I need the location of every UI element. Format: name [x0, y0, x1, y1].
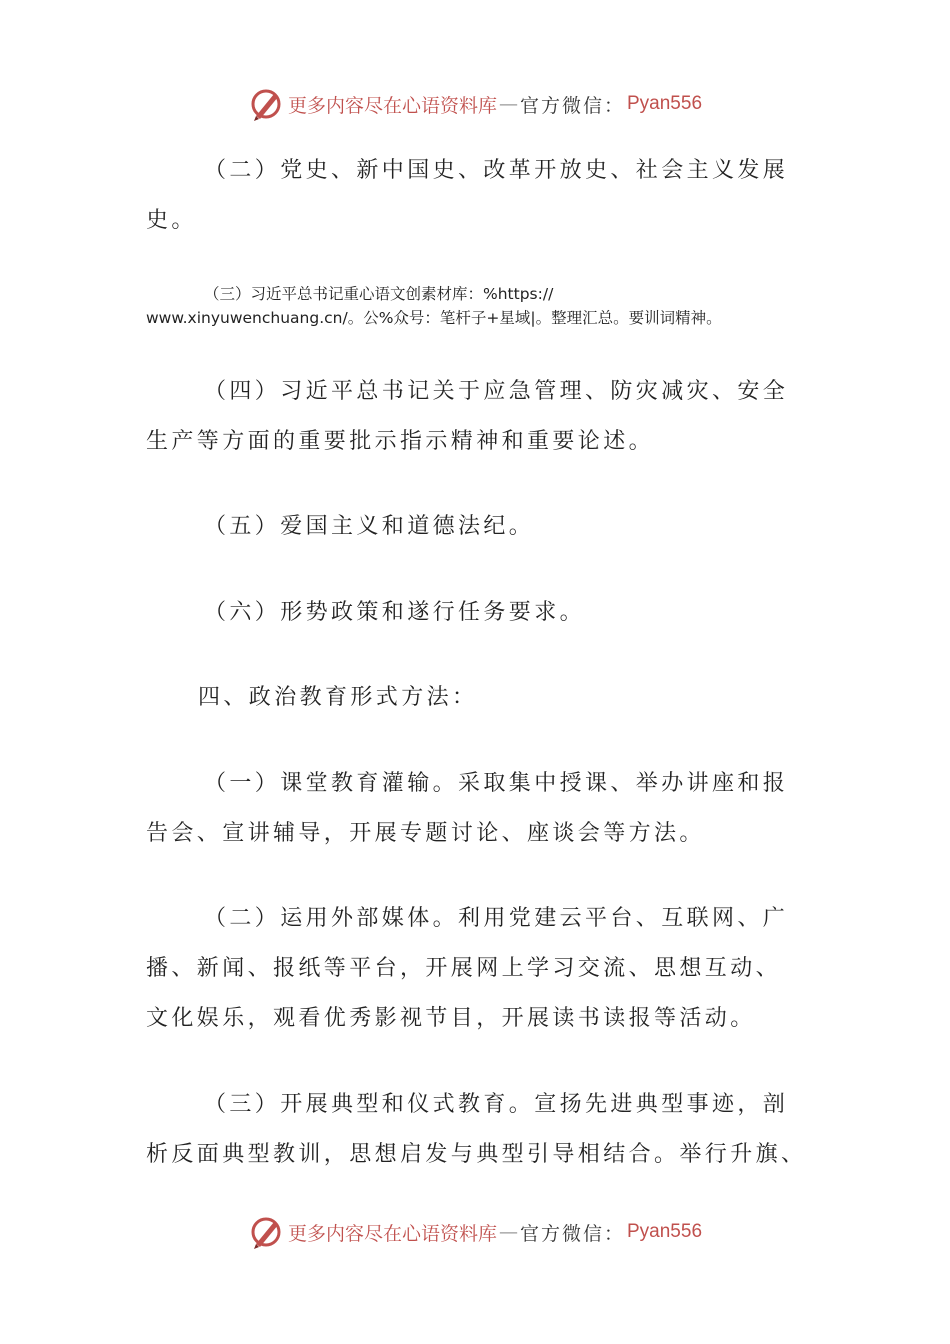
paragraph-situation-policy [146, 588, 796, 638]
paragraph-external-media [146, 894, 796, 1044]
text-line: （二）党史、新中国史、改革开放史、社会主义发展 [204, 158, 789, 183]
paragraph-model-ceremony-education [146, 1080, 807, 1180]
text-line: 告会、宣讲辅导，开展专题讨论、座谈会等方法。 [146, 821, 705, 846]
section-heading-education-methods [146, 673, 796, 723]
watermark-official-label: 官方微信： [519, 1222, 625, 1245]
paragraph-classroom-education [146, 759, 796, 859]
text-line: （四）习近平总书记关于应急管理、防灾减灾、安全 [204, 379, 789, 404]
paragraph-patriotism [146, 502, 796, 552]
header-watermark [0, 82, 950, 126]
watermark-official-label: 官方微信： [519, 94, 625, 117]
pen-logo-icon [248, 86, 284, 122]
text-line: 史。 [146, 208, 197, 233]
text-line: （一）课堂教育灌输。采取集中授课、举办讲座和报 [204, 771, 789, 796]
pen-logo-icon [248, 1214, 284, 1250]
text-line: 生产等方面的重要批示指示精神和重要论述。 [146, 429, 655, 454]
watermark-main-text: 更多内容尽在心语资料库 [287, 94, 497, 117]
text-line: 播、新闻、报纸等平台，开展网上学习交流、思想互动、 [146, 956, 782, 981]
watermark-wechat-id: Pyan556 [627, 1221, 703, 1242]
text-line: （三）习近平总书记重心语文创素材库：%https:// [204, 285, 554, 303]
text-line: （三）开展典型和仪式教育。宣扬先进典型事迹，剖 [204, 1092, 789, 1117]
text-line: 四、政治教育形式方法： [198, 685, 478, 710]
text-line: 文化娱乐，观看优秀影视节目，开展读书读报等活动。 [146, 1006, 756, 1031]
paragraph-party-history [146, 146, 796, 246]
paragraph-source-note [146, 282, 826, 330]
watermark-main-text: 更多内容尽在心语资料库 [287, 1222, 497, 1245]
text-line: 析反面典型教训，思想启发与典型引导相结合。举行升旗、 [146, 1142, 807, 1167]
paragraph-emergency-management [146, 367, 796, 467]
text-line: （六）形势政策和遂行任务要求。 [204, 600, 586, 625]
footer-watermark [0, 1210, 950, 1254]
watermark-separator: — [498, 1221, 518, 1243]
text-line: （五）爱国主义和道德法纪。 [204, 514, 535, 539]
watermark-separator: — [498, 93, 518, 115]
text-line: www.xinyuwenchuang.cn/。公%众号：笔杆子+星域|。整理汇总。要训词精神。 [146, 309, 722, 327]
watermark-wechat-id: Pyan556 [627, 93, 703, 114]
text-line: （二）运用外部媒体。利用党建云平台、互联网、广 [204, 906, 789, 931]
